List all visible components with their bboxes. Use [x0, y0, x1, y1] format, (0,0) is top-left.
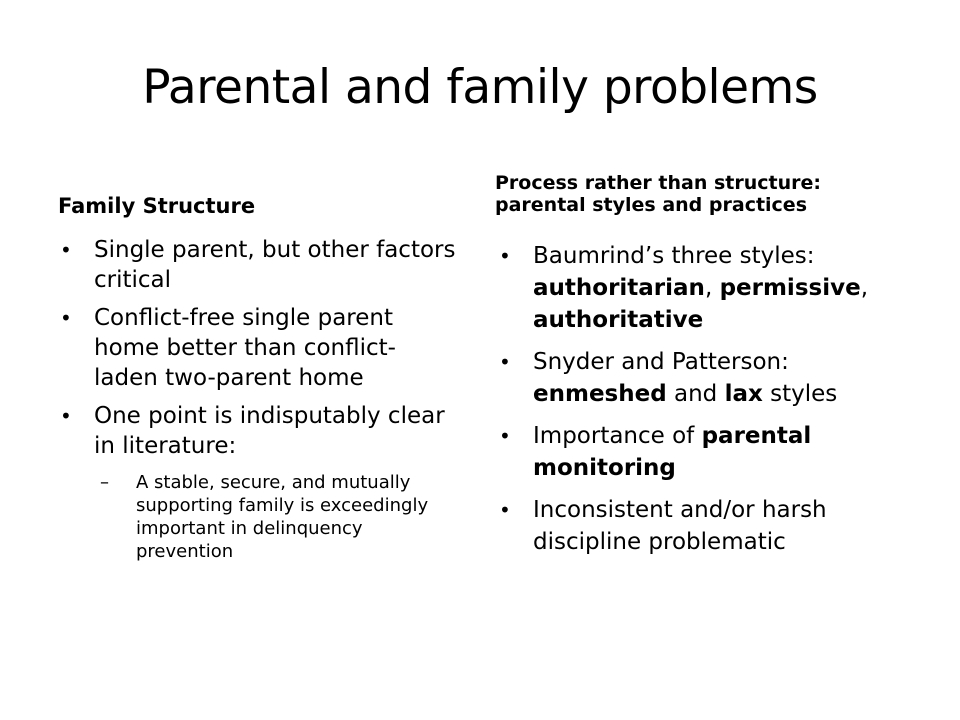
bullet-text-tail: styles — [762, 381, 838, 407]
right-bullet-list — [497, 240, 917, 568]
left-bullet-2 — [58, 303, 458, 393]
left-bullet-3 — [58, 401, 458, 563]
parental-monitoring: parental monitoring — [533, 423, 812, 481]
bullet-icon: • — [499, 498, 511, 522]
left-bullet-1 — [58, 235, 458, 295]
bullet-text: Single parent, but other factors critical — [94, 237, 456, 293]
bullet-icon: • — [499, 244, 511, 268]
left-column-heading: Family Structure — [58, 194, 256, 218]
bullet-text: Conflict-free single parent home better than conflict-laden two-parent home — [94, 305, 396, 391]
dash-icon: – — [100, 472, 109, 493]
sub-bullet-list — [94, 471, 458, 563]
right-bullet-3 — [497, 420, 917, 484]
right-bullet-2 — [497, 346, 917, 410]
style-lax: lax — [724, 381, 763, 407]
left-bullet-list — [58, 235, 458, 571]
bullet-text-lead: Baumrind’s three styles: — [533, 243, 815, 269]
bullet-text: Inconsistent and/or harsh discipline problematic — [533, 497, 827, 555]
bullet-icon: • — [499, 350, 511, 374]
bullet-text-lead: Snyder and Patterson: — [533, 349, 789, 375]
bullet-icon: • — [60, 238, 72, 262]
conjunction: and — [666, 381, 725, 407]
bullet-text-lead: Importance of — [533, 423, 702, 449]
bullet-icon: • — [60, 306, 72, 330]
sub-bullet-text: A stable, secure, and mutually supporting family is exceedingly important in delinquency prevention — [136, 472, 429, 562]
right-bullet-1 — [497, 240, 917, 336]
right-column-heading: Process rather than structure: parental styles and practices — [495, 172, 821, 216]
comma: , — [860, 275, 868, 301]
slide-title: Parental and family problems — [142, 60, 818, 115]
style-permissive: permissive — [719, 275, 861, 301]
bullet-icon: • — [60, 404, 72, 428]
style-authoritarian: authoritarian — [533, 275, 705, 301]
style-enmeshed: enmeshed — [533, 381, 667, 407]
bullet-text: One point is indisputably clear in literature: — [94, 403, 445, 459]
bullet-icon: • — [499, 424, 511, 448]
sub-bullet-1 — [94, 471, 458, 563]
style-authoritative: authoritative — [533, 307, 704, 333]
comma: , — [704, 275, 720, 301]
right-bullet-4 — [497, 494, 917, 558]
